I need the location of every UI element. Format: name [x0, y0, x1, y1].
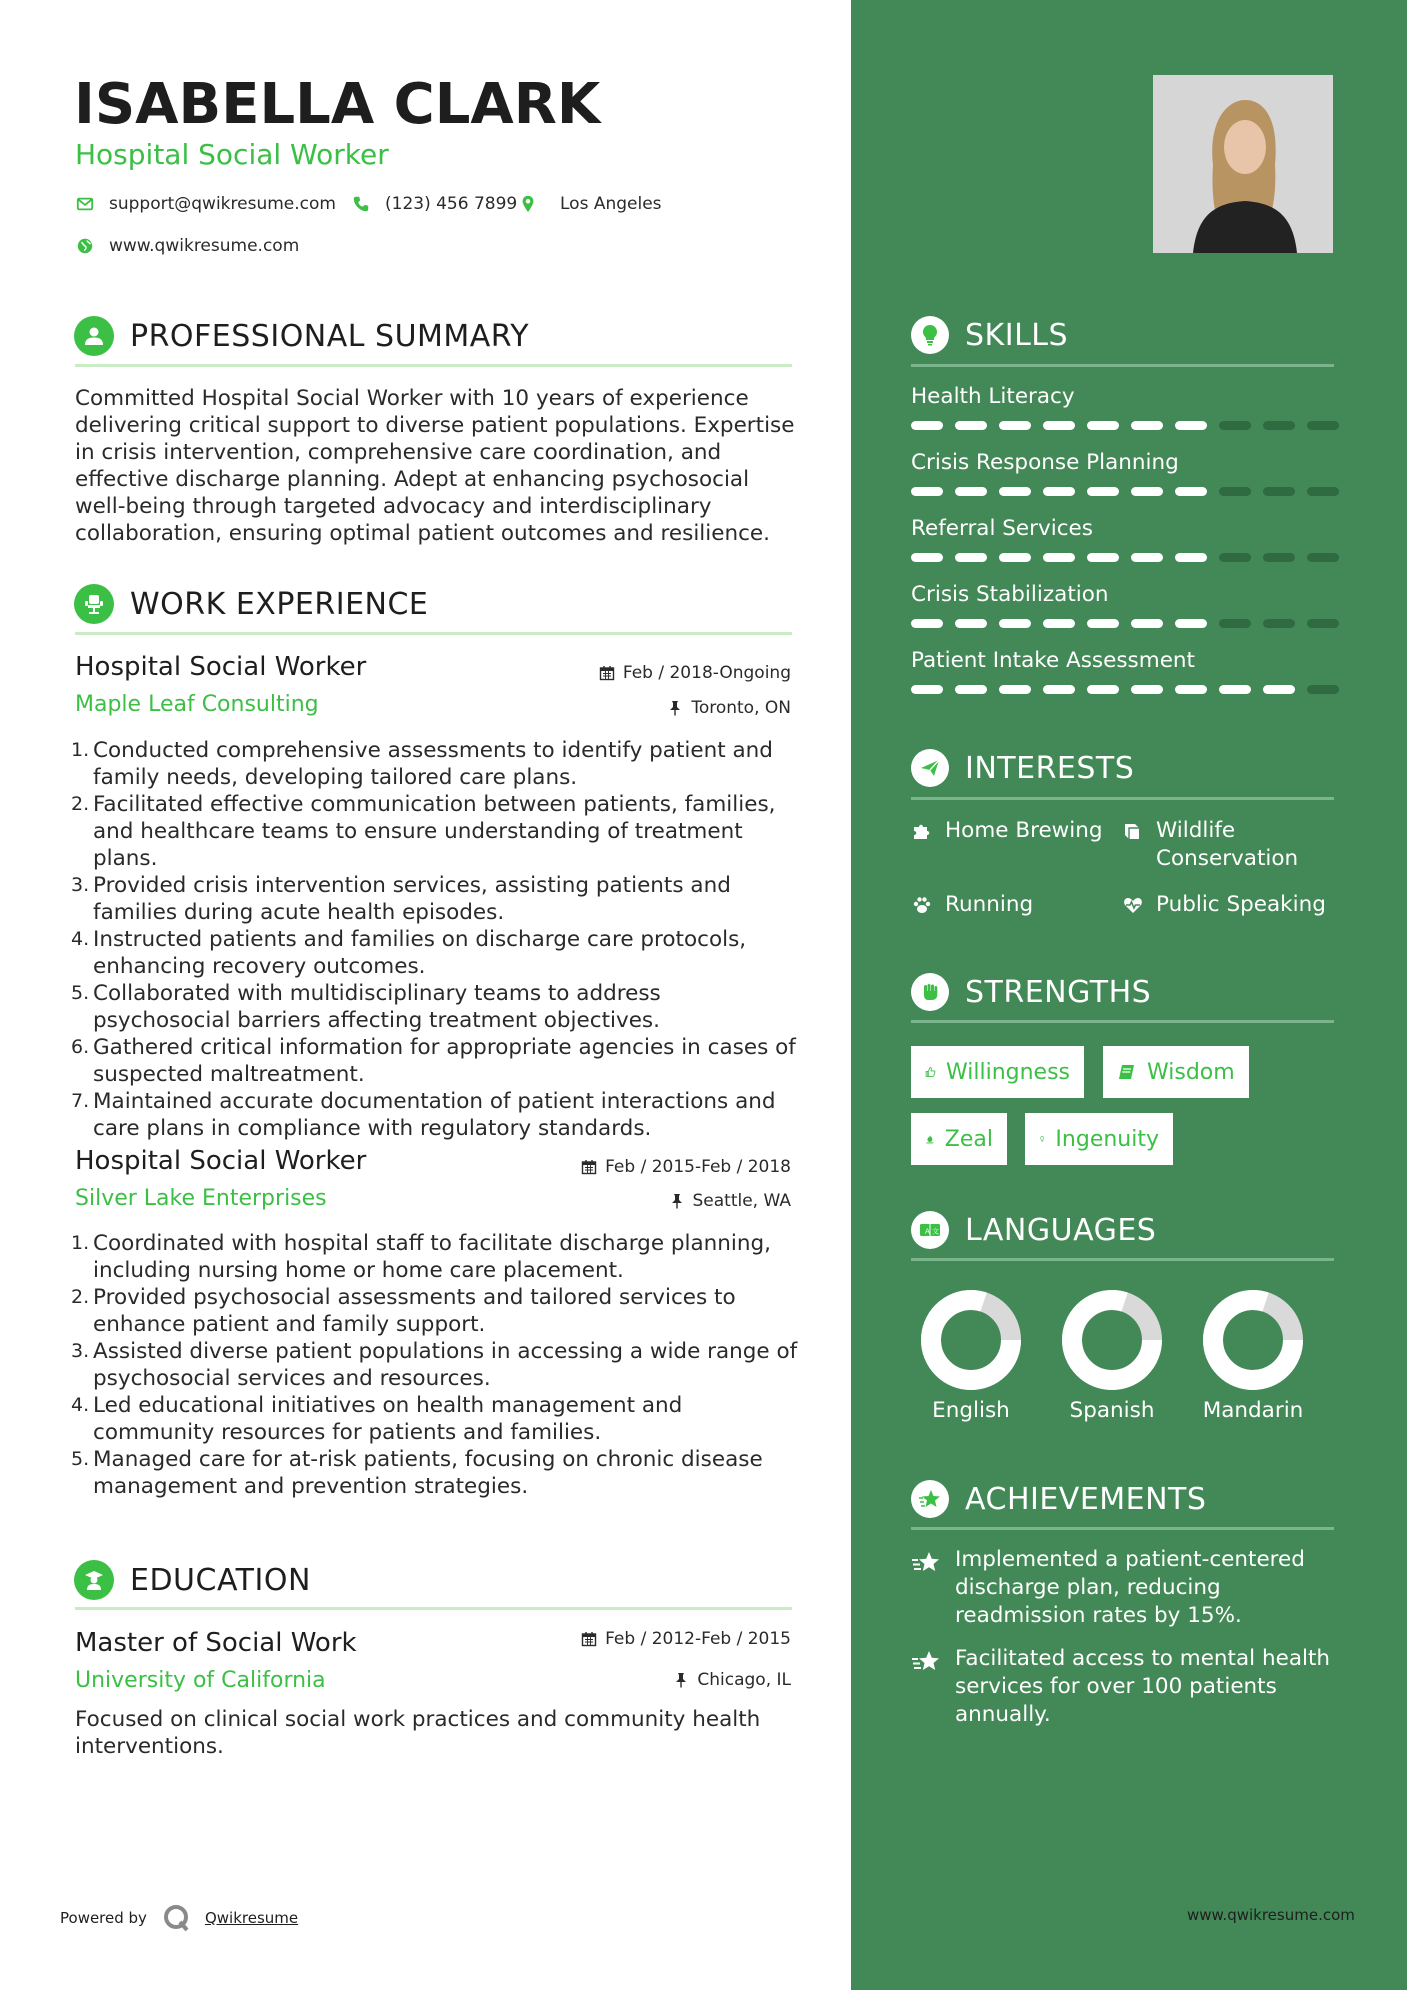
footer-powered-by: Powered by Qwikresume	[60, 1902, 298, 1934]
rating-dot	[1087, 619, 1119, 628]
education-dates: Feb / 2012-Feb / 2015	[540, 1629, 791, 1649]
pushpin-icon	[669, 1193, 685, 1209]
skill-rating	[911, 487, 1339, 496]
rating-dot	[1263, 619, 1295, 628]
list-item: Led educational initiatives on health management and community resources for patients and families.	[93, 1393, 683, 1445]
pushpin-icon	[667, 700, 683, 716]
skills-divider	[911, 364, 1334, 367]
job-1-company: Maple Leaf Consulting	[75, 692, 319, 717]
strengths-divider	[911, 1020, 1334, 1023]
list-item: Provided psychosocial assessments and tailored services to enhance patient and family support.	[93, 1285, 736, 1337]
achievements-heading	[911, 1480, 1206, 1518]
rating-dot	[1131, 487, 1163, 496]
strength-tag: Ingenuity	[1025, 1113, 1173, 1165]
interests-title: INTERESTS	[965, 750, 1135, 786]
contact-location	[518, 194, 662, 214]
fire-icon	[925, 1129, 935, 1149]
rating-dot	[1175, 487, 1207, 496]
list-item: Gathered critical information for appropriate agencies in cases of suspected maltreatment.	[93, 1035, 796, 1087]
list-item: Coordinated with hospital staff to facilitate discharge planning, including nursing home or home care placement.	[93, 1231, 772, 1283]
rating-dot	[999, 685, 1031, 694]
map-marker-icon	[518, 194, 538, 214]
languages-heading	[911, 1211, 1156, 1249]
job-1-location: Toronto, ON	[540, 698, 791, 718]
skill-name: Referral Services	[911, 516, 1093, 541]
interest-item: Wildlife Conservation	[1122, 817, 1322, 873]
rating-dot	[1263, 685, 1295, 694]
skill-item	[911, 450, 1339, 496]
calendar-icon	[581, 1159, 597, 1175]
achievements-divider	[911, 1527, 1334, 1530]
rating-dot	[999, 421, 1031, 430]
skill-item	[911, 516, 1339, 562]
job-1-title: Hospital Social Worker	[75, 652, 367, 682]
svg-text:文: 文	[932, 1227, 939, 1236]
svg-text:A: A	[925, 1227, 930, 1236]
language-donut	[921, 1290, 1021, 1390]
pushpin-icon	[673, 1672, 689, 1688]
rating-dot	[1219, 553, 1251, 562]
envelope-icon	[75, 194, 95, 214]
rating-dot	[1307, 487, 1339, 496]
experience-title: WORK EXPERIENCE	[130, 586, 429, 622]
skill-rating	[911, 553, 1339, 562]
rating-dot	[1263, 553, 1295, 562]
list-item: Managed care for at-risk patients, focusing on chronic disease management and prevention strategies.	[93, 1447, 763, 1499]
star-icon	[911, 1649, 941, 1675]
summary-text: Committed Hospital Social Worker with 10 years of experience delivering critical support to diverse patient populations. Expertise in crisis intervention, comprehensive care coordination, and effective discharge planning. Adept at enhancing psychosocial well-being through targeted advocacy and interdisciplinary collaboration, ensuring optimal patient outcomes and resilience.	[75, 386, 795, 546]
skills-heading	[911, 316, 1068, 354]
skill-name: Crisis Response Planning	[911, 450, 1179, 475]
paw-icon	[911, 894, 933, 916]
language-label: Mandarin	[1202, 1398, 1304, 1423]
rating-dot	[1087, 487, 1119, 496]
language-label: English	[932, 1398, 1010, 1423]
skill-item	[911, 582, 1339, 628]
contact-email[interactable]	[75, 194, 336, 214]
fist-icon	[911, 973, 949, 1011]
interest-item: Public Speaking	[1122, 891, 1342, 919]
trophy-star-icon	[911, 1480, 949, 1518]
rating-dot	[1175, 685, 1207, 694]
rating-dot	[1087, 553, 1119, 562]
rating-dot	[1131, 553, 1163, 562]
rating-dot	[1043, 553, 1075, 562]
rating-dot	[1307, 685, 1339, 694]
book-icon	[1122, 820, 1144, 842]
experience-divider	[75, 632, 792, 635]
skills-title: SKILLS	[965, 317, 1069, 353]
language-donut	[1062, 1290, 1162, 1390]
footer-website[interactable]: www.qwikresume.com	[1187, 1906, 1355, 1924]
languages-divider	[911, 1258, 1334, 1261]
interests-divider	[911, 797, 1334, 800]
list-item: Conducted comprehensive assessments to identify patient and family needs, developing tailored care plans.	[93, 738, 773, 790]
phone-text: (123) 456 7899	[385, 194, 518, 214]
rating-dot	[911, 685, 943, 694]
education-school: University of California	[75, 1668, 326, 1693]
rating-dot	[1219, 421, 1251, 430]
list-item: Assisted diverse patient populations in accessing a wide range of psychosocial services and resources.	[93, 1339, 798, 1391]
list-item: Instructed patients and families on discharge care protocols, enhancing recovery outcomes.	[93, 927, 747, 979]
contact-website[interactable]	[75, 236, 299, 256]
skill-name: Patient Intake Assessment	[911, 648, 1195, 673]
profile-photo	[1153, 75, 1333, 253]
skill-rating	[911, 421, 1339, 430]
skill-name: Health Literacy	[911, 384, 1075, 409]
globe-icon	[75, 236, 95, 256]
education-divider	[75, 1607, 792, 1610]
rating-dot	[999, 619, 1031, 628]
rating-dot	[1131, 619, 1163, 628]
summary-heading	[74, 316, 529, 356]
language-label: Spanish	[1069, 1398, 1155, 1423]
skill-item	[911, 384, 1339, 430]
rating-dot	[1307, 619, 1339, 628]
skill-rating	[911, 619, 1339, 628]
job-2-company: Silver Lake Enterprises	[75, 1186, 327, 1211]
languages-list	[911, 1290, 1331, 1430]
language-item	[1062, 1290, 1172, 1423]
language-icon	[911, 1211, 949, 1249]
rating-dot	[911, 553, 943, 562]
rating-dot	[955, 421, 987, 430]
skill-name: Crisis Stabilization	[911, 582, 1109, 607]
achievements-title: ACHIEVEMENTS	[965, 1481, 1207, 1517]
thumbs-up-icon	[925, 1062, 936, 1082]
rating-dot	[911, 619, 943, 628]
rating-dot	[1043, 487, 1075, 496]
lightbulb-icon	[911, 316, 949, 354]
location-text: Los Angeles	[560, 194, 662, 214]
experience-heading	[74, 584, 428, 624]
list-item: Collaborated with multidisciplinary teams to address psychosocial barriers affecting treatment objectives.	[93, 981, 661, 1033]
rating-dot	[1263, 487, 1295, 496]
list-item: Facilitated effective communication between patients, families, and healthcare teams to ensure understanding of treatment plans.	[93, 792, 776, 871]
rating-dot	[1219, 619, 1251, 628]
summary-title: PROFESSIONAL SUMMARY	[130, 318, 530, 354]
list-item: Maintained accurate documentation of patient interactions and care plans in compliance with regulatory standards.	[93, 1089, 776, 1141]
rating-dot	[1087, 421, 1119, 430]
user-icon	[74, 316, 114, 356]
job-2-dates: Feb / 2015-Feb / 2018	[540, 1157, 791, 1177]
interest-item: Home Brewing	[911, 817, 1111, 845]
achievement-item: Facilitated access to mental health services for over 100 patients annually.	[911, 1645, 1341, 1729]
rating-dot	[1087, 685, 1119, 694]
strength-tag: Wisdom	[1103, 1046, 1249, 1098]
job-2-title: Hospital Social Worker	[75, 1146, 367, 1176]
paper-plane-icon	[911, 749, 949, 787]
candidate-title: Hospital Social Worker	[75, 138, 389, 171]
achievement-item: Implemented a patient-centered discharge plan, reducing readmission rates by 15%.	[911, 1546, 1341, 1630]
job-2-bullets	[75, 1230, 805, 1500]
heartbeat-icon	[1122, 894, 1144, 916]
strength-tag: Zeal	[911, 1113, 1007, 1165]
interest-item: Running	[911, 891, 1111, 919]
puzzle-icon	[911, 820, 933, 842]
strength-tag: Willingness	[911, 1046, 1084, 1098]
rating-dot	[1219, 685, 1251, 694]
education-location: Chicago, IL	[540, 1670, 791, 1690]
calendar-icon	[581, 1631, 597, 1647]
star-icon	[911, 1550, 941, 1576]
education-heading	[74, 1560, 311, 1600]
qwikresume-logo-icon	[161, 1902, 193, 1934]
rating-dot	[1307, 421, 1339, 430]
rating-dot	[1175, 553, 1207, 562]
rating-dot	[911, 487, 943, 496]
summary-divider	[75, 364, 792, 367]
job-2-location: Seattle, WA	[540, 1191, 791, 1211]
rating-dot	[955, 487, 987, 496]
graduate-icon	[74, 1560, 114, 1600]
contact-phone[interactable]	[351, 194, 517, 214]
rating-dot	[1043, 421, 1075, 430]
rating-dot	[999, 487, 1031, 496]
education-text: Focused on clinical social work practices and community health interventions.	[75, 1707, 761, 1759]
email-text: support@qwikresume.com	[109, 194, 336, 214]
language-item	[921, 1290, 1031, 1423]
language-donut	[1203, 1290, 1303, 1390]
job-1-bullets	[75, 737, 805, 1142]
rating-dot	[1307, 553, 1339, 562]
language-item	[1203, 1290, 1313, 1423]
rating-dot	[911, 421, 943, 430]
rating-dot	[999, 553, 1031, 562]
rating-dot	[955, 619, 987, 628]
education-title: EDUCATION	[130, 1562, 311, 1598]
skill-item	[911, 648, 1339, 694]
phone-icon	[351, 194, 371, 214]
rating-dot	[1219, 487, 1251, 496]
rating-dot	[1263, 421, 1295, 430]
rating-dot	[1131, 685, 1163, 694]
job-1-dates: Feb / 2018-Ongoing	[540, 663, 791, 683]
rating-dot	[1043, 619, 1075, 628]
calendar-icon	[599, 665, 615, 681]
languages-title: LANGUAGES	[965, 1212, 1157, 1248]
rating-dot	[1131, 421, 1163, 430]
rating-dot	[1175, 421, 1207, 430]
interests-heading	[911, 749, 1134, 787]
list-item: Provided crisis intervention services, assisting patients and families during acute health episodes.	[93, 873, 731, 925]
briefcase-chair-icon	[74, 584, 114, 624]
strengths-heading	[911, 973, 1151, 1011]
strengths-title: STRENGTHS	[965, 974, 1152, 1010]
website-text: www.qwikresume.com	[109, 236, 300, 256]
candidate-name: ISABELLA CLARK	[74, 72, 601, 137]
education-degree: Master of Social Work	[75, 1628, 357, 1658]
rating-dot	[955, 685, 987, 694]
rating-dot	[1175, 619, 1207, 628]
rating-dot	[955, 553, 987, 562]
rating-dot	[1043, 685, 1075, 694]
skill-rating	[911, 685, 1339, 694]
book-icon	[1117, 1062, 1137, 1082]
lightbulb-icon	[1039, 1129, 1045, 1149]
qwikresume-link[interactable]: Qwikresume	[204, 1909, 299, 1927]
